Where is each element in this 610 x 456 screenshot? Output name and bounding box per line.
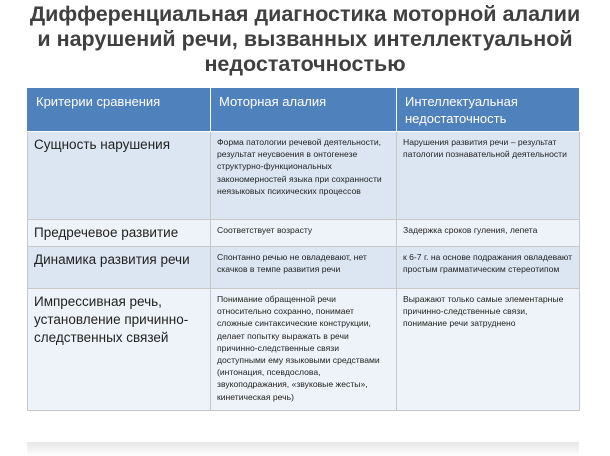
intellectual-cell: Нарушения развития речи – результат патологии познавательной деятельности [397, 132, 580, 220]
table-shadow [27, 442, 579, 456]
title-line-1: Дифференциальная диагностика моторной алалии [29, 2, 581, 26]
motor-cell: Спонтанно речью не овладевают, нет скачков в темпе развития речи [211, 247, 397, 289]
criterion-cell: Импрессивная речь, установление причинно-следственных связей [28, 289, 211, 411]
header-motor-alalia: Моторная алалия [211, 88, 397, 132]
header-criteria: Критерии сравнения [28, 88, 211, 132]
table-header-row [28, 88, 580, 132]
title-line-3: недостаточностью [204, 52, 406, 76]
table-row [28, 289, 580, 411]
intellectual-cell: к 6-7 г. на основе подражания овладевают простым грамматическим стереотипом [397, 247, 580, 289]
title-line-2: и нарушений речи, вызванных интеллектуальной [37, 27, 573, 51]
motor-cell: Соответствует возрасту [211, 220, 397, 247]
criterion-cell: Динамика развития речи [28, 247, 211, 289]
slide-title [0, 2, 610, 77]
table-row [28, 220, 580, 247]
motor-cell: Форма патологии речевой деятельности, результат неусвоения в онтогенезе структурно-функциональных закономерностей языка при сохранности неязыковых психических процессов [211, 132, 397, 220]
comparison-table [27, 87, 580, 411]
intellectual-cell: Выражают только самые элементарные причинно-следственные связи, понимание речи затруднено [397, 289, 580, 411]
motor-cell: Понимание обращенной речи относительно сохранно, понимает сложные синтаксические конструкции, делает попытку выражать в речи причинно-следственные связи доступными ему языковыми средствами (интонация, псевдослова, звукоподражания, «звуковые жесты», кинетическая речь) [211, 289, 397, 411]
criterion-cell: Сущность нарушения [28, 132, 211, 220]
table-row [28, 132, 580, 220]
header-intellectual-deficiency: Интеллектуальная недостаточность [397, 88, 580, 132]
intellectual-cell: Задержка сроков гуления, лепета [397, 220, 580, 247]
table-row [28, 247, 580, 289]
criterion-cell: Предречевое развитие [28, 220, 211, 247]
